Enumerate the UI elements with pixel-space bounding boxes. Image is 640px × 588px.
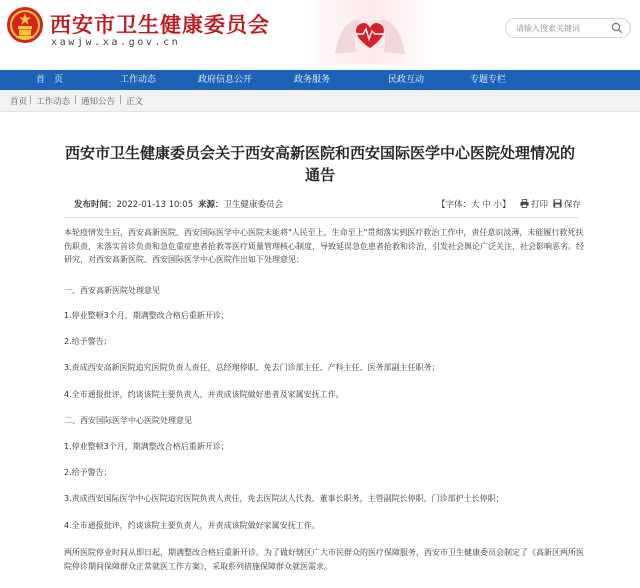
save-label: 保存 <box>564 200 582 210</box>
nav-item-gov-services[interactable]: 政务服务 <box>294 75 331 85</box>
print-label: 打印 <box>531 200 549 210</box>
breadcrumb-separator: | <box>74 95 77 105</box>
site-title: 西安市卫生健康委员会 <box>50 13 270 37</box>
breadcrumb-home[interactable]: 首页 <box>10 97 28 107</box>
main-nav <box>0 70 640 90</box>
save-button[interactable] <box>553 198 581 210</box>
source-value: 卫生健康委员会 <box>223 200 284 210</box>
nav-item-special-topics[interactable]: 专题专栏 <box>470 75 507 85</box>
meta-divider <box>64 217 578 218</box>
article-title-line2: 通告 <box>304 166 335 184</box>
article-paragraph: 2.给予警告； <box>64 468 112 477</box>
article-paragraph: 3.责成西安高新医院追究医院负责人责任，总经理停职、免去门诊部主任、产科主任、医务部副主任职务； <box>64 363 440 372</box>
site-header <box>0 0 640 70</box>
article-paragraph-closing: 两所医院停业时间从即日起，期满整改合格后重新开诊。为了做好辖区广大市民群众的医疗保障服务，西安市卫生健康委员会制定了《高新区两所医院停诊期间保障群众正常就医工作方案》，采取系列措施保障群众就医需求。 <box>64 548 584 571</box>
search-icon[interactable] <box>611 22 623 34</box>
breadcrumb-work-news[interactable]: 工作动态 <box>36 97 71 107</box>
nav-item-interaction[interactable]: 民政互动 <box>388 75 425 85</box>
breadcrumb-separator: | <box>29 95 32 105</box>
font-small-link[interactable]: 小 <box>493 200 502 210</box>
source <box>198 198 283 210</box>
font-size-label: 【字体： <box>437 200 472 210</box>
breadcrumb-current: 正文 <box>126 97 144 107</box>
breadcrumb-notices[interactable]: 通知公告 <box>81 97 116 107</box>
nav-item-home[interactable]: 首 页 <box>36 75 64 85</box>
publish-time-label: 发布时间： <box>74 200 117 210</box>
article-title-line1: 西安市卫生健康委员会关于西安高新医院和西安国际医学中心医院处理情况的 <box>64 144 575 162</box>
search-box <box>505 18 631 38</box>
article-paragraph: 1.停业整顿3个月，期满整改合格后重新开诊； <box>64 442 229 451</box>
publish-time-value: 2022-01-13 10:05 <box>116 200 194 210</box>
article <box>0 112 640 588</box>
publish-time <box>74 198 193 210</box>
article-paragraph: 3.责成西安国际医学中心医院追究医院负责人责任，免去医院法人代表、董事长职务，主管副院长停职，门诊部护士长停职； <box>64 494 504 503</box>
heart-hands-banner <box>305 0 435 64</box>
article-paragraph: 2.给予警告； <box>64 337 112 346</box>
section-heading-hospital-2: 二、西安国际医学中心医院处理意见 <box>64 416 192 425</box>
font-size-controls <box>437 198 510 210</box>
article-paragraph-intro: 本轮疫情发生后，西安高新医院、西安国际医学中心医院未能将"人民至上，生命至上"贯彻落实到医疗救治工作中，责任意识淡薄，未能履行救死扶伤职责，未落实首诊负责和急危重症患者抢救等医疗质量管理核心制度，导致延误急危患者抢救和诊治，引发社会舆论广泛关注，社会影响恶劣。经研究，对西安高新医院、西安国际医学中心医院作出如下处理意见： <box>64 228 584 264</box>
article-meta <box>0 196 640 212</box>
site-domain: xawjw.xa.gov.cn <box>51 37 181 48</box>
source-label: 来源： <box>198 200 224 210</box>
article-paragraph: 4.全市通报批评，约谈该院主要负责人，并责成该院做好家属安抚工作。 <box>64 521 320 530</box>
font-size-close: 】 <box>501 200 511 210</box>
search-input[interactable] <box>516 21 606 35</box>
print-button[interactable] <box>520 198 548 210</box>
font-medium-link[interactable]: 中 <box>482 200 491 210</box>
breadcrumb <box>0 90 640 112</box>
nav-item-work-news[interactable]: 工作动态 <box>120 75 157 85</box>
article-title <box>0 142 640 186</box>
font-large-link[interactable]: 大 <box>471 200 480 210</box>
printer-icon <box>520 199 529 208</box>
save-icon <box>553 199 562 208</box>
breadcrumb-separator: | <box>119 95 122 105</box>
national-emblem-icon <box>6 6 44 44</box>
article-paragraph: 4.全市通报批评，约谈该院主要负责人，并责成该院做好患者及家属安抚工作。 <box>64 390 344 399</box>
article-paragraph: 1.停业整顿3个月，期满整改合格后重新开诊； <box>64 311 229 320</box>
section-heading-hospital-1: 一、西安高新医院处理意见 <box>64 286 160 295</box>
nav-item-info-disclosure[interactable]: 政府信息公开 <box>198 75 253 85</box>
